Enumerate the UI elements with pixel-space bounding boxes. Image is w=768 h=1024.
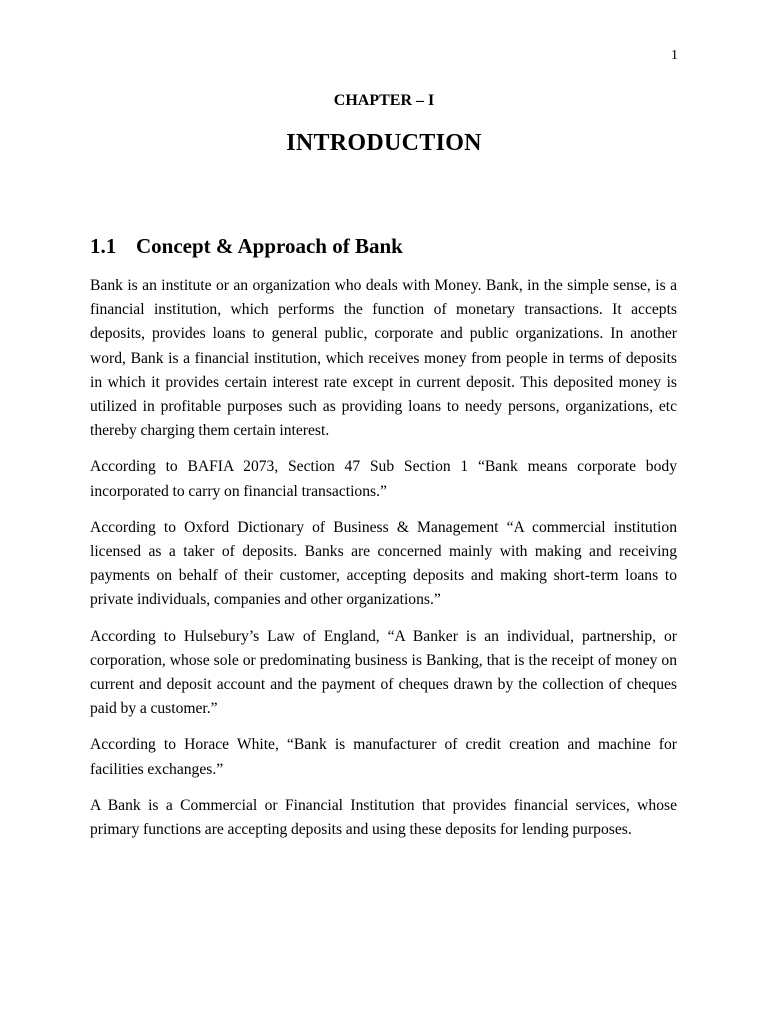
chapter-title: INTRODUCTION — [286, 130, 482, 156]
paragraph-hulsebury-definition: According to Hulsebury’s Law of England, “A Banker is an individual, partnership, or corporation, whose sole or predominating business is Banking, that is the receipt of money on current and deposit account and the payment of cheques drawn by the collection of cheques paid by a customer.” — [90, 627, 677, 718]
section-number: 1.1 — [90, 234, 117, 258]
chapter-label: CHAPTER – I — [333, 92, 435, 109]
section-title: Concept & Approach of Bank — [136, 234, 403, 258]
page-number: 1 — [671, 48, 678, 63]
section-heading — [90, 234, 403, 259]
paragraph-horace-white-definition: According to Horace White, “Bank is manufacturer of credit creation and machine for facilities exchanges.” — [90, 736, 677, 778]
paragraph-bafia-definition: According to BAFIA 2073, Section 47 Sub Section 1 “Bank means corporate body incorporated to carry on financial transactions.” — [90, 458, 677, 500]
paragraph-bank-summary: A Bank is a Commercial or Financial Institution that provides financial services, whose primary functions are accepting deposits and using these deposits for lending purposes. — [90, 796, 677, 839]
body-text — [90, 274, 677, 854]
paragraph-oxford-definition: According to Oxford Dictionary of Business & Management “A commercial institution licensed as a taker of deposits. Banks are concerned mainly with making and receiving payments on behalf of their customer, accepting deposits and making short-term loans to private individuals, companies and other organizations.” — [90, 518, 677, 609]
paragraph-bank-definition: Bank is an institute or an organization who deals with Money. Bank, in the simple sense, is a financial institution, which performs the function of monetary transactions. It accepts deposits, provides loans to general public, corporate and public organizations. In another word, Bank is a financial institution, which receives money from people in terms of deposits in which it provides certain interest rate except in current deposit. This deposited money is utilized in profitable purposes such as providing loans to needy persons, organizations, etc thereby charging them certain interest. — [90, 277, 677, 440]
